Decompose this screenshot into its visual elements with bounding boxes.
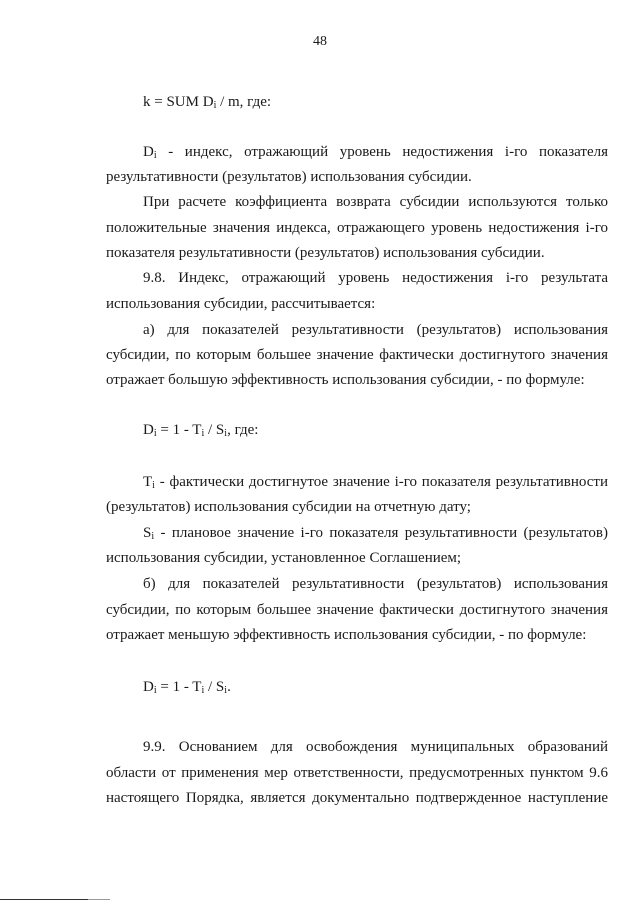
def-t-line-2: (результатов) использования субсидии на отчетную дату;	[106, 499, 471, 515]
para-positive-line-1: При расчете коэффициента возврата субсидии используются только	[143, 194, 608, 210]
para-9-9-line-1: 9.9. Основанием для освобождения муниципальных образований	[143, 739, 608, 755]
def-s-line-2: использования субсидии, установленное Соглашением;	[106, 550, 462, 566]
para-a-line-1: а) для показателей результативности (результатов) использования	[143, 322, 608, 338]
para-a-line-3: отражает большую эффективность использования субсидии, - по формуле:	[106, 372, 585, 388]
def-s-line-1: $S_i$ - плановое значение i-го показателя результативности (результатов)	[143, 525, 608, 542]
page-number: 48	[313, 34, 327, 49]
formula-d-1: $D_i = 1 - T_i / S_i$, где:	[143, 422, 259, 439]
def-d-line-1: $D_i$ - индекс, отражающий уровень недостижения i-го показателя	[143, 144, 608, 161]
footer-rule-faint	[88, 899, 110, 900]
def-d-line-2: результативности (результатов) использования субсидии.	[106, 169, 472, 185]
para-9-8-line-1: 9.8. Индекс, отражающий уровень недостижения i-го результата	[143, 270, 608, 286]
para-9-9-line-2: области от применения мер ответственности, предусмотренных пунктом 9.6	[106, 765, 608, 781]
para-positive-line-2: положительные значения индекса, отражающего уровень недостижения i-го	[106, 220, 608, 236]
para-9-9-line-3: настоящего Порядка, является документально подтвержденное наступление	[106, 790, 608, 806]
para-a-line-2: субсидии, по которым большее значение фактически достигнутого значения	[106, 347, 608, 363]
para-b-line-1: б) для показателей результативности (результатов) использования	[143, 576, 608, 592]
para-b-line-2: субсидии, по которым большее значение фактически достигнутого значения	[106, 602, 608, 618]
footer-rule	[0, 899, 88, 900]
formula-k: k = SUM $D_i$ / m, где:	[143, 94, 272, 111]
para-positive-line-3: показателя результативности (результатов) использования субсидии.	[106, 245, 545, 261]
para-9-8-line-2: использования субсидии, рассчитывается:	[106, 296, 376, 312]
para-b-line-3: отражает меньшую эффективность использования субсидии, - по формуле:	[106, 627, 587, 643]
def-t-line-1: $T_i$ - фактически достигнутое значение i-го показателя результативности	[143, 474, 608, 491]
formula-d-2: $D_i = 1 - T_i / S_i$.	[143, 679, 231, 696]
